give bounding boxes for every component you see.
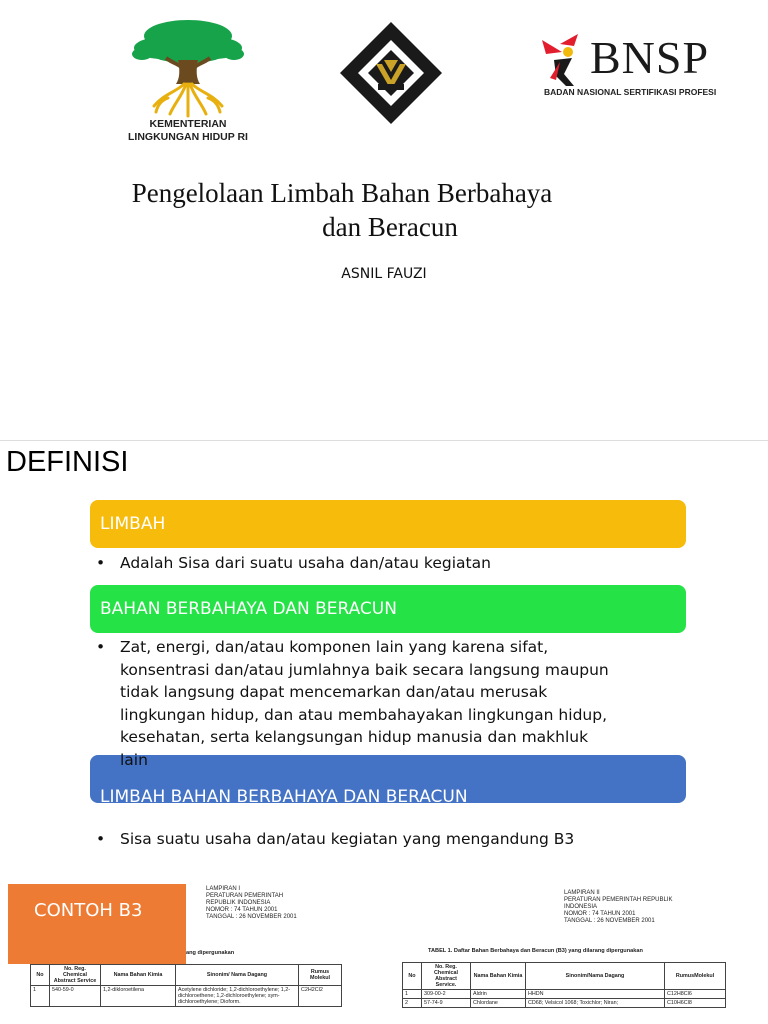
- column-header: No. Reg. Chemical Abstract Service: [50, 965, 101, 986]
- definition-slide: [0, 440, 768, 860]
- column-header: No: [31, 965, 50, 986]
- bullet-limbah-b3: [96, 828, 616, 851]
- table-cell: HHDN: [526, 990, 665, 999]
- section-label-limbah-b3: LIMBAH BAHAN BERBAHAYA DAN BERACUN: [100, 787, 468, 803]
- klh-logo: [118, 14, 258, 144]
- table-cell: C10H6Cl8: [665, 999, 726, 1008]
- column-header: Sinonim/ Nama Dagang: [176, 965, 299, 986]
- lampiran-2-header: LAMPIRAN II PERATURAN PEMERINTAH REPUBLIK INDONESIA NOMOR : 74 TAHUN 2001 TANGGAL : 26 NOVEMBER 2001: [564, 890, 673, 924]
- table-cell: Aldrin: [471, 990, 526, 999]
- column-header: No. Reg. Chemical Abstract Service.: [422, 963, 471, 990]
- table-header-row: [403, 963, 726, 990]
- table-cell: Chlordane: [471, 999, 526, 1008]
- klh-line-1: KEMENTERIAN: [149, 118, 227, 130]
- table-cell: 57-74-9: [422, 999, 471, 1008]
- section-label-b3: BAHAN BERBAHAYA DAN BERACUN: [100, 599, 397, 619]
- table-row: [31, 986, 342, 1007]
- table-cell: 1: [403, 990, 422, 999]
- bnsp-logo: [538, 30, 738, 110]
- section-bar-limbah: [90, 500, 686, 548]
- contoh-b3-label: CONTOH B3: [34, 900, 143, 921]
- column-header: Rumus Molekul: [299, 965, 342, 986]
- column-header: No: [403, 963, 422, 990]
- table-row: [403, 990, 726, 999]
- bullet-dot-icon: •: [96, 638, 106, 656]
- section-bar-b3: [90, 585, 686, 633]
- bnsp-wordmark: BNSP: [590, 32, 710, 83]
- diamond-emblem-logo: [338, 20, 444, 126]
- column-header: RumusMolekul: [665, 963, 726, 990]
- bullet-b3: [96, 636, 616, 771]
- bnsp-figure-icon: [538, 30, 590, 90]
- slide-divider: [0, 440, 768, 441]
- contoh-b3-badge: [8, 884, 186, 964]
- bullet-dot-icon: •: [96, 554, 106, 572]
- bullet-limbah: [96, 552, 616, 575]
- table-cell: 540-59-0: [50, 986, 101, 1007]
- section-label-limbah: LIMBAH: [100, 514, 166, 534]
- tree-icon: [118, 14, 258, 118]
- lampiran-1-caption: ang dipergunakan: [186, 950, 235, 956]
- column-header: Sinonim/Nama Dagang: [526, 963, 665, 990]
- table-cell: 1: [31, 986, 50, 1007]
- author-text: ASNIL FAUZI: [341, 266, 427, 282]
- presentation-title: [60, 176, 680, 244]
- bnsp-subtitle: BADAN NASIONAL SERTIFIKASI PROFESI: [544, 87, 717, 97]
- bullet-dot-icon: •: [96, 830, 106, 848]
- diamond-emblem-icon: [338, 20, 444, 126]
- lampiran-1-table: [30, 964, 342, 1007]
- klh-logo-text: [118, 118, 258, 144]
- table-cell: C12H8Cl6: [665, 990, 726, 999]
- title-line-1: Pengelolaan Limbah Bahan Berbahaya: [131, 178, 553, 208]
- column-header: Nama Bahan Kimia: [471, 963, 526, 990]
- column-header: Nama Bahan Kimia: [101, 965, 176, 986]
- klh-line-2: LINGKUNGAN HIDUP RI: [128, 131, 248, 143]
- table-cell: 2: [403, 999, 422, 1008]
- table-cell: C2H2Cl2: [299, 986, 342, 1007]
- lampiran-2-table: [402, 962, 726, 1008]
- table-cell: 1,2-dikloroetilena: [101, 986, 176, 1007]
- table-cell: Acetylene dichloride; 1,2-dichloroethylene; 1,2-dichloroethene; 1,2-dichloroethylene; sym-dichloroethylene; Dioform.: [176, 986, 299, 1007]
- table-cell: 309-00-2: [422, 990, 471, 999]
- author-name: [0, 266, 768, 282]
- bullet-text-limbah-b3: Sisa suatu usaha dan/atau kegiatan yang mengandung B3: [120, 830, 575, 848]
- definition-heading: DEFINISI: [6, 446, 129, 478]
- lampiran-2-caption: TABEL 1. Daftar Bahan Berbahaya dan Beracun (B3) yang dilarang dipergunakan: [428, 948, 643, 954]
- table-row: [403, 999, 726, 1008]
- lampiran-1-header: LAMPIRAN I PERATURAN PEMERINTAH REPUBLIK INDONESIA NOMOR : 74 TAHUN 2001 TANGGAL : 26 NOVEMBER 2001: [206, 886, 297, 920]
- example-b3-slide: [0, 860, 768, 1024]
- table-cell: CD68; Velsicol 1068; Toxichlor; Niran;: [526, 999, 665, 1008]
- bullet-text-b3: Zat, energi, dan/atau komponen lain yang karena sifat, konsentrasi dan/atau jumlahnya baik secara langsung maupun tidak langsung dapat mencemarkan dan/atau merusak lingkungan hidup, dan atau membahayakan lingkungan hidup, kesehatan, serta kelangsungan hidup manusia dan makhluk lain: [120, 638, 609, 769]
- table-header-row: [31, 965, 342, 986]
- title-line-2: dan Beracun: [322, 212, 458, 242]
- title-slide: [0, 0, 768, 440]
- bullet-text-limbah: Adalah Sisa dari suatu usaha dan/atau kegiatan: [120, 554, 491, 572]
